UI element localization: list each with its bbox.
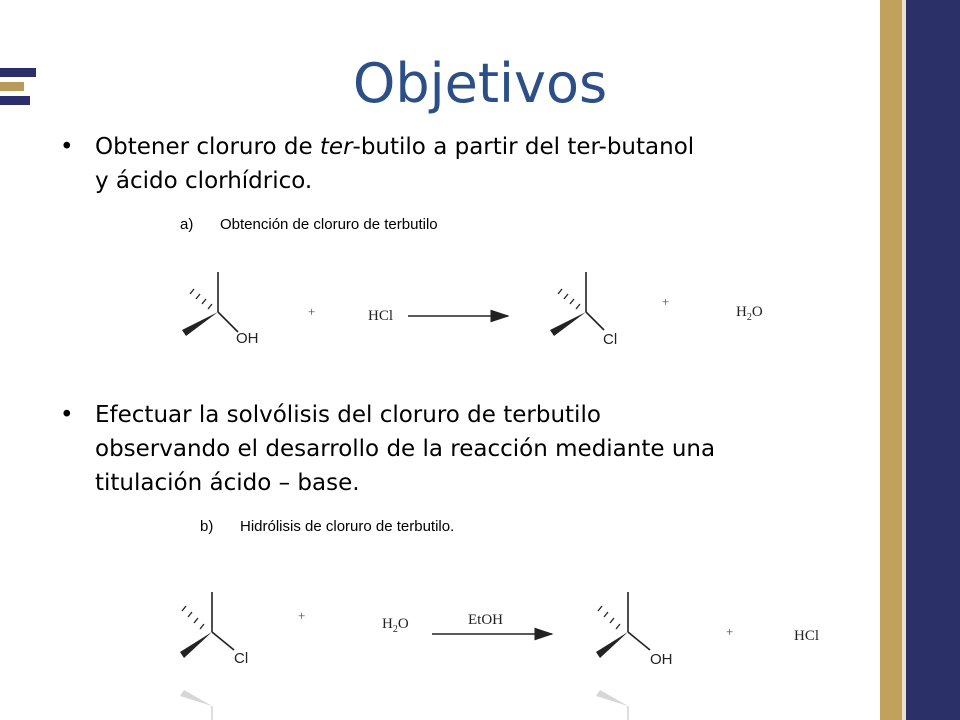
reaction-a-reactant-group: OH	[236, 330, 259, 347]
reaction-a-product-group: Cl	[603, 331, 618, 348]
bullet-text-line: titulación ácido – base.	[95, 470, 360, 496]
reaction-b-arrow-label: EtOH	[468, 612, 503, 628]
reaction-b-reactant-group: Cl	[234, 650, 249, 667]
bullet-text-line: y ácido clorhídrico.	[95, 168, 313, 194]
reaction-b-product-group: OH	[650, 651, 673, 668]
reaction-a-byproduct: $H_2O$	[736, 304, 763, 323]
reaction-b-reagent: $H_2O$	[382, 616, 409, 635]
bullet-text-part: Obtener cloruro de	[95, 134, 320, 160]
reaction-a-plus-2: +	[662, 294, 670, 309]
reaction-a-tert-butanol-structure	[182, 272, 259, 347]
reaction-b-tert-butanol-structure	[596, 592, 673, 668]
slide-title: Objetivos	[352, 52, 608, 115]
reaction-a-plus-1: +	[308, 304, 316, 319]
reaction-b-plus-2: +	[726, 624, 734, 639]
bullet-text-line: Efectuar la solvólisis del cloruro de terbutilo	[95, 402, 601, 428]
bullet-text-line: observando el desarrollo de la reacción mediante una	[95, 436, 716, 462]
reaction-b-plus-1: +	[298, 608, 306, 623]
reflection-decor	[180, 690, 628, 720]
reaction-b-tag: b)	[200, 518, 214, 535]
reaction-a-tert-butyl-chloride-structure	[550, 272, 617, 348]
reaction-a-reagent: HCl	[368, 308, 394, 324]
reaction-a-title: Obtención de cloruro de terbutilo	[220, 216, 438, 233]
reaction-b-byproduct: HCl	[794, 628, 820, 644]
bullet-text-part: -butilo a partir del ter-butanol	[352, 134, 695, 160]
bullet-marker: •	[60, 134, 74, 160]
reaction-b-tert-butyl-chloride-structure	[180, 592, 248, 667]
reaction-a-tag: a)	[180, 216, 194, 233]
bullet-marker: •	[60, 402, 74, 428]
bullet-text-italic: ter	[319, 134, 353, 160]
reaction-b-title: Hidrólisis de cloruro de terbutilo.	[240, 518, 455, 535]
